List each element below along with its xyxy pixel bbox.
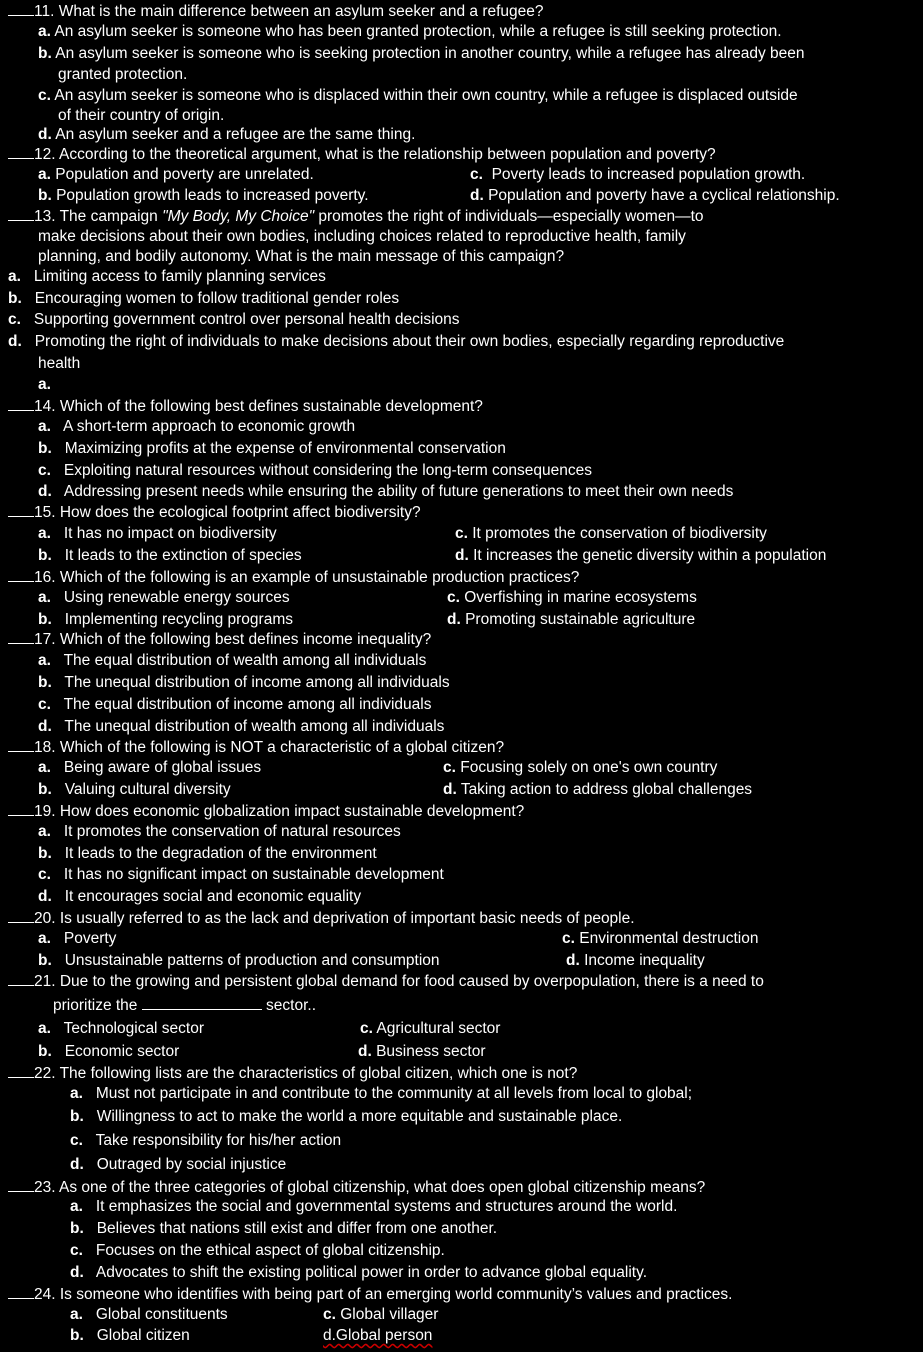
question-12-stem: 12. According to the theoretical argument, what is the relationship between population and poverty? [8, 144, 716, 165]
question-21-stem-line2: prioritize the sector.. [53, 997, 317, 1014]
q15-option-c: c. It promotes the conservation of biodiversity [455, 525, 767, 542]
question-19-stem: 19. How does economic globalization impact sustainable development? [8, 801, 524, 822]
q22-option-a: a. Must not participate in and contribute to the community at all levels from local to global; [70, 1085, 693, 1102]
q21-option-b: b. Economic sector [38, 1043, 180, 1060]
q13-option-d: d. Promoting the right of individuals to make decisions about their own bodies, especially regarding reproductive [8, 333, 785, 350]
answer-blank[interactable] [8, 1284, 34, 1299]
q20-option-b: b. Unsustainable patterns of production and consumption [38, 952, 440, 969]
q22-option-b: b. Willingness to act to make the world a more equitable and sustainable place. [70, 1108, 623, 1125]
question-18-stem: 18. Which of the following is NOT a characteristic of a global citizen? [8, 737, 504, 758]
question-13-stem: 13. The campaign "My Body, My Choice" promotes the right of individuals—especially women—to [8, 206, 704, 227]
q14-option-b: b. Maximizing profits at the expense of environmental conservation [38, 440, 506, 457]
q15-option-a: a. It has no impact on biodiversity [38, 525, 277, 542]
q23-option-d: d. Advocates to shift the existing political power in order to advance global equality. [70, 1264, 648, 1281]
q21-option-c: c. Agricultural sector [360, 1020, 501, 1037]
q20-option-d: d. Income inequality [566, 952, 705, 969]
q12-option-b: b. Population growth leads to increased poverty. [38, 187, 369, 204]
q20-option-c: c. Environmental destruction [562, 930, 759, 947]
q18-option-a: a. Being aware of global issues [38, 759, 262, 776]
q22-option-d: d. Outraged by social injustice [70, 1156, 287, 1173]
answer-blank[interactable] [8, 206, 34, 221]
answer-blank[interactable] [8, 1177, 34, 1192]
q19-option-d: d. It encourages social and economic equality [38, 888, 362, 905]
q14-option-c: c. Exploiting natural resources without considering the long-term consequences [38, 462, 593, 479]
q16-option-d: d. Promoting sustainable agriculture [447, 611, 696, 628]
answer-blank[interactable] [8, 908, 34, 923]
q15-option-d: d. It increases the genetic diversity within a population [455, 547, 827, 564]
q19-option-b: b. It leads to the degradation of the environment [38, 845, 377, 862]
q12-option-d: d. Population and poverty have a cyclical relationship. [470, 187, 840, 204]
q13-option-b: b. Encouraging women to follow traditional gender roles [8, 290, 400, 307]
q24-option-a: a. Global constituents [70, 1306, 228, 1323]
q13-option-a: a. Limiting access to family planning services [8, 268, 326, 285]
fill-in-blank[interactable] [142, 995, 262, 1010]
q24-option-d: d.Global person [323, 1327, 433, 1344]
q16-option-b: b. Implementing recycling programs [38, 611, 293, 628]
q24-option-b: b. Global citizen [70, 1327, 190, 1344]
q19-option-c: c. It has no significant impact on sustainable development [38, 866, 444, 883]
question-16-stem: 16. Which of the following is an example of unsustainable production practices? [8, 567, 579, 588]
answer-blank[interactable] [8, 567, 34, 582]
q23-option-c: c. Focuses on the ethical aspect of global citizenship. [70, 1242, 445, 1259]
question-17-stem: 17. Which of the following best defines income inequality? [8, 629, 431, 650]
q17-option-c: c. The equal distribution of income among all individuals [38, 696, 432, 713]
question-13-stem-line2: make decisions about their own bodies, including choices related to reproductive health, family [38, 228, 686, 245]
q12-option-c: c. Poverty leads to increased population growth. [470, 166, 806, 183]
question-22-stem: 22. The following lists are the characteristics of global citizen, which one is not? [8, 1063, 577, 1084]
q21-option-d: d. Business sector [358, 1043, 486, 1060]
q12-option-a: a. Population and poverty are unrelated. [38, 166, 314, 183]
q17-option-a: a. The equal distribution of wealth among all individuals [38, 652, 427, 669]
q20-option-a: a. Poverty [38, 930, 117, 947]
question-15-stem: 15. How does the ecological footprint affect biodiversity? [8, 502, 421, 523]
question-14-stem: 14. Which of the following best defines sustainable development? [8, 396, 483, 417]
q11-option-c-cont: of their country of origin. [58, 107, 225, 124]
q16-option-c: c. Overfishing in marine ecosystems [447, 589, 697, 606]
answer-blank[interactable] [8, 144, 34, 159]
q17-option-b: b. The unequal distribution of income among all individuals [38, 674, 450, 691]
answer-blank[interactable] [8, 629, 34, 644]
q11-option-b: b. An asylum seeker is someone who is seeking protection in another country, while a refugee has already been [38, 45, 805, 62]
q13-option-d-cont: health [38, 355, 81, 372]
stray-letter: a. [38, 376, 51, 393]
q22-option-c: c. Take responsibility for his/her action [70, 1132, 342, 1149]
answer-blank[interactable] [8, 801, 34, 816]
question-21-stem: 21. Due to the growing and persistent global demand for food caused by overpopulation, there is a need to [8, 971, 764, 992]
q17-option-d: d. The unequal distribution of wealth among all individuals [38, 718, 445, 735]
question-11-stem: 11. What is the main difference between an asylum seeker and a refugee? [8, 1, 544, 22]
answer-blank[interactable] [8, 502, 34, 517]
q18-option-b: b. Valuing cultural diversity [38, 781, 231, 798]
question-23-stem: 23. As one of the three categories of global citizenship, what does open global citizenship means? [8, 1177, 705, 1198]
q16-option-a: a. Using renewable energy sources [38, 589, 290, 606]
q21-option-a: a. Technological sector [38, 1020, 205, 1037]
q11-option-b-cont: granted protection. [58, 66, 188, 83]
q18-option-c: c. Focusing solely on one's own country [443, 759, 718, 776]
q18-option-d: d. Taking action to address global challenges [443, 781, 753, 798]
answer-blank[interactable] [8, 1, 34, 16]
answer-blank[interactable] [8, 737, 34, 752]
q24-option-c: c. Global villager [323, 1306, 439, 1323]
answer-blank[interactable] [8, 396, 34, 411]
q11-option-a: a. An asylum seeker is someone who has been granted protection, while a refugee is still seeking protection. [38, 23, 782, 40]
q14-option-d: d. Addressing present needs while ensuring the ability of future generations to meet their own needs [38, 483, 734, 500]
q23-option-a: a. It emphasizes the social and governmental systems and structures around the world. [70, 1198, 678, 1215]
answer-blank[interactable] [8, 1063, 34, 1078]
q11-option-c: c. An asylum seeker is someone who is displaced within their own country, while a refugee is displaced outside [38, 87, 798, 104]
question-13-stem-line3: planning, and bodily autonomy. What is the main message of this campaign? [38, 248, 565, 265]
question-24-stem: 24. Is someone who identifies with being part of an emerging world community’s values and practices. [8, 1284, 732, 1305]
question-20-stem: 20. Is usually referred to as the lack and deprivation of important basic needs of people. [8, 908, 635, 929]
q15-option-b: b. It leads to the extinction of species [38, 547, 302, 564]
q19-option-a: a. It promotes the conservation of natural resources [38, 823, 401, 840]
q14-option-a: a. A short-term approach to economic growth [38, 418, 356, 435]
q11-option-d: d. An asylum seeker and a refugee are the same thing. [38, 126, 416, 143]
q23-option-b: b. Believes that nations still exist and differ from one another. [70, 1220, 498, 1237]
answer-blank[interactable] [8, 971, 34, 986]
q13-option-c: c. Supporting government control over personal health decisions [8, 311, 460, 328]
